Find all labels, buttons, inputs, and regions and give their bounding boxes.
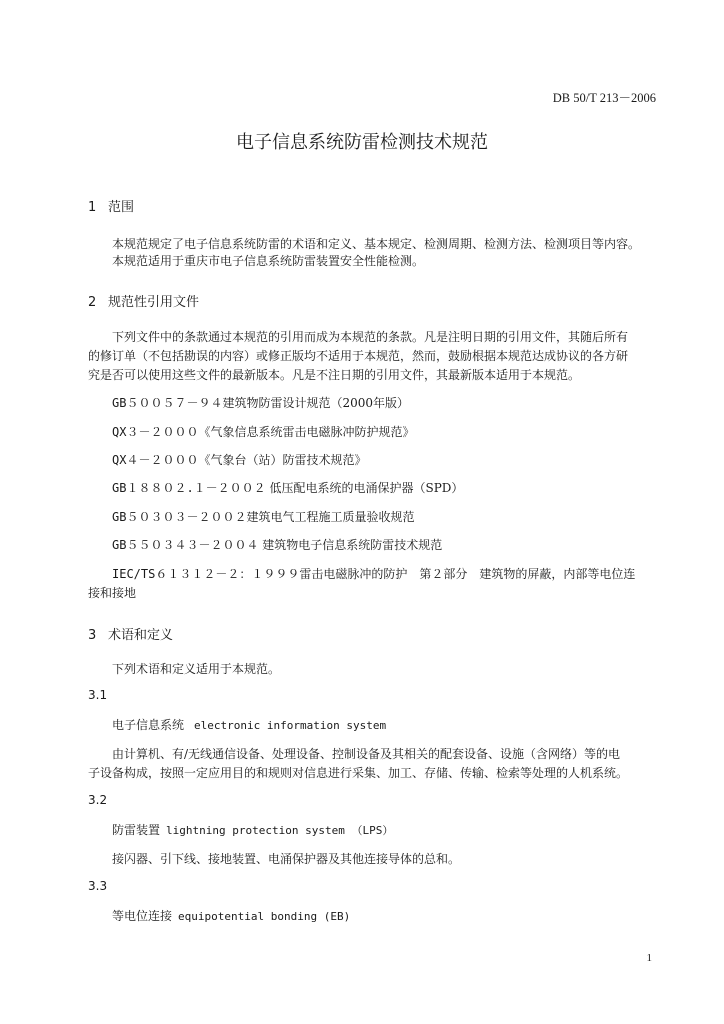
reference-title: 低压配电系统的电涌保护器（SPD）: [265, 481, 464, 495]
reference-code: GB５０３０３－２００２: [112, 510, 247, 524]
reference-title: 《气象信息系统雷击电磁脉冲防护规范》: [198, 425, 415, 439]
reference-title: 建筑物电子信息系统防雷技术规范: [258, 538, 443, 552]
reference-code: GB５５０３４３－２００４: [112, 538, 259, 552]
section-2-intro-line-1: 下列文件中的条款通过本规范的引用而成为本规范的条款。凡是注明日期的引用文件，其随后所有: [112, 330, 629, 344]
section-2-title: 规范性引用文件: [108, 295, 200, 310]
section-1-title: 范围: [108, 200, 135, 215]
reference-title: 雷击电磁脉冲的防护 第２部分 建筑物的屏蔽，内部等电位连: [299, 567, 636, 581]
section-2-number: 2: [88, 295, 97, 310]
term-heading: [112, 907, 350, 924]
reference-item: [112, 451, 366, 468]
section-1-number: 1: [88, 200, 97, 215]
reference-item: [112, 508, 414, 525]
reference-code: GB１８８０２.１－２００２: [112, 481, 266, 495]
reference-continuation: 接和接地: [88, 586, 137, 600]
section-3-intro: 下列术语和定义适用于本规范。: [112, 662, 281, 676]
reference-code: QX４－２０００: [112, 453, 199, 467]
term-definition-line: 由计算机、有/无线通信设备、处理设备、控制设备及其相关的配套设备、设施（含网络）等的电: [112, 747, 621, 761]
term-definition-line: 子设备构成，按照一定应用目的和规则对信息进行采集、加工、存储、传输、检索等处理的人机系统。: [88, 766, 629, 780]
reference-code: QX３－２０００: [112, 425, 199, 439]
section-1-paragraph-1: 本规范规定了电子信息系统防雷的术语和定义、基本规定、检测周期、检测方法、检测项目等内容。: [112, 237, 641, 251]
term-heading: [112, 821, 393, 838]
reference-item: [112, 479, 463, 496]
reference-item: [112, 565, 635, 582]
section-2-heading: [88, 291, 199, 310]
term-number: 3.2: [88, 793, 108, 807]
reference-code: IEC/TS６１３１２－２：１９９９: [112, 567, 300, 581]
term-heading: [112, 716, 386, 733]
section-1-heading: [88, 196, 134, 215]
term-number: 3.1: [88, 688, 108, 702]
reference-item: [112, 423, 414, 440]
section-3-heading: [88, 624, 173, 643]
reference-code: GB５００５７－９４: [112, 396, 223, 410]
term-number: 3.3: [88, 879, 108, 893]
section-3-title: 术语和定义: [108, 628, 174, 643]
term-chinese: 电子信息系统: [112, 718, 185, 732]
page-number: 1: [646, 952, 652, 964]
section-3-number: 3: [88, 628, 97, 643]
term-chinese: 等电位连接: [112, 909, 173, 923]
reference-title: 建筑电气工程施工质量验收规范: [246, 510, 415, 524]
document-title: 电子信息系统防雷检测技术规范: [236, 132, 488, 153]
term-english: electronic information system: [194, 719, 387, 732]
term-chinese: 防雷装置: [112, 823, 161, 837]
term-definition-line: 接闪器、引下线、接地装置、电涌保护器及其他连接导体的总和。: [112, 852, 461, 866]
section-2-intro-line-3: 究是否可以使用这些文件的最新版本。凡是不注日期的引用文件，其最新版本适用于本规范。: [88, 368, 581, 382]
reference-item: [112, 536, 442, 553]
section-1-paragraph-2: 本规范适用于重庆市电子信息系统防雷装置安全性能检测。: [112, 254, 425, 268]
term-english: lightning protection system （LPS）: [166, 824, 394, 837]
reference-title: 《气象台（站）防雷技术规范》: [198, 453, 367, 467]
section-2-intro-line-2: 的修订单（不包括勘误的内容）或修正版均不适用于本规范，然而，鼓励根据本规范达成协议的各方研: [88, 349, 629, 363]
document-code: DB 50/T 213－2006: [552, 91, 656, 105]
reference-title: 建筑物防雷设计规范（2000年版）: [222, 396, 409, 410]
reference-item: [112, 394, 409, 411]
term-english: equipotential bonding (EB): [178, 910, 351, 923]
